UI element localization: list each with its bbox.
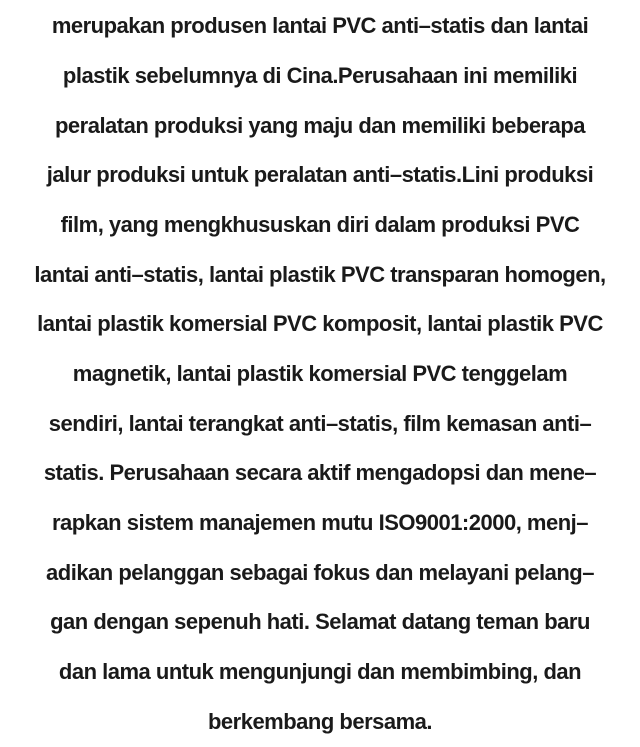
- text-line: film, yang mengkhususkan diri dalam produksi PVC: [60, 211, 580, 237]
- text-line: plastik sebelumnya di Cina.Perusahaan ini memiliki: [62, 62, 578, 88]
- text-line: statis. Perusahaan secara aktif mengadopsi dan mene–: [43, 460, 597, 486]
- text-line: adikan pelanggan sebagai fokus dan melayani pelang–: [46, 559, 594, 585]
- text-line: lantai anti–statis, lantai plastik PVC transparan homogen,: [34, 261, 606, 287]
- text-line: sendiri, lantai terangkat anti–statis, film kemasan anti–: [48, 410, 592, 436]
- text-line: berkembang bersama.: [207, 708, 433, 734]
- text-line: merupakan produsen lantai PVC anti–statis dan lantai: [51, 13, 589, 39]
- text-line: magnetik, lantai plastik komersial PVC tenggelam: [72, 361, 568, 386]
- text-line: dan lama untuk mengunjungi dan membimbing, dan: [58, 659, 582, 685]
- text-line: rapkan sistem manajemen mutu ISO9001:2000, menj–: [51, 510, 589, 536]
- text-line: lantai plastik komersial PVC komposit, lantai plastik PVC: [37, 311, 603, 337]
- text-line: gan dengan sepenuh hati. Selamat datang teman baru: [50, 609, 590, 635]
- text-line: peralatan produksi yang maju dan memiliki beberapa: [54, 112, 586, 138]
- text-line: jalur produksi untuk peralatan anti–statis.Lini produksi: [46, 162, 594, 188]
